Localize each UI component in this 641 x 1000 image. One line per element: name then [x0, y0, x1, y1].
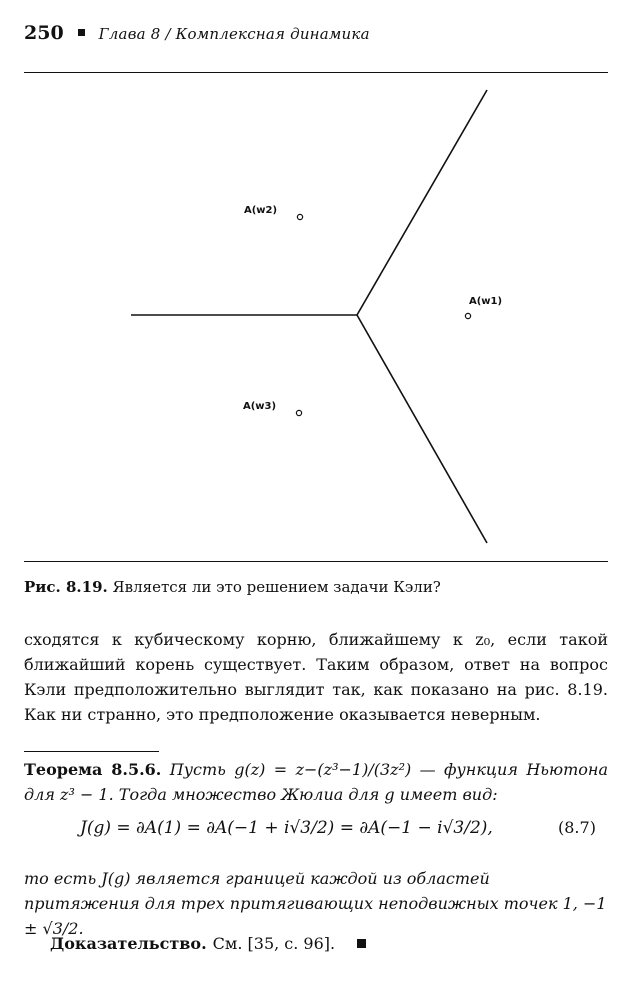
body-paragraph: сходятся к кубическому корню, ближайшему к z₀, если такой ближайший корень существует. Таким образом, ответ на вопрос Кэли предположительно выглядит так, как показано на рис. 8.19. Как ни странно, это предположение оказывается неверным.	[24, 630, 608, 724]
theorem-text: Пусть g(z) = z−(z³−1)/(3z²) — функция Ньютона для z³ − 1. Тогда множество Жюлиа для g имеет вид:	[24, 760, 608, 804]
figure-caption	[24, 578, 441, 596]
caption-number: Рис. 8.19.	[24, 578, 108, 596]
proof-label: Доказательство.	[50, 934, 207, 953]
proof	[50, 934, 366, 953]
running-header	[24, 22, 370, 46]
figure-bottom-rule	[24, 561, 608, 562]
equation-number: (8.7)	[558, 818, 596, 837]
figure-8-19	[0, 73, 641, 561]
point-w2-icon	[297, 214, 302, 219]
theorem-rule	[24, 751, 159, 752]
label-a-w2: A(w2)	[244, 205, 278, 216]
label-a-w3: A(w3)	[243, 401, 277, 412]
boundary-ray-upper	[357, 90, 487, 315]
equation-8-7: J(g) = ∂A(1) = ∂A(−1 + i√3/2) = ∂A(−1 − i√3/2),	[80, 818, 493, 838]
page-number: 250	[24, 22, 64, 44]
point-w3-icon	[296, 410, 301, 415]
theorem-statement	[24, 757, 608, 807]
qed-icon	[357, 939, 366, 948]
boundary-ray-lower	[357, 315, 487, 543]
label-a-w1: A(w1)	[469, 296, 503, 307]
basin-diagram	[0, 73, 641, 561]
proof-text: См. [35, с. 96].	[212, 934, 336, 953]
point-w1-icon	[465, 313, 470, 318]
header-bullet-icon	[78, 29, 85, 36]
chapter-title: Глава 8 / Комплексная динамика	[98, 25, 370, 43]
theorem-conclusion: то есть J(g) является границей каждой из областей притяжения для трех притягивающих неподвижных точек 1, −1 ± √3/2.	[24, 869, 607, 938]
theorem-label: Теорема 8.5.6.	[24, 760, 162, 779]
caption-text: Является ли это решением задачи Кэли?	[112, 578, 441, 596]
